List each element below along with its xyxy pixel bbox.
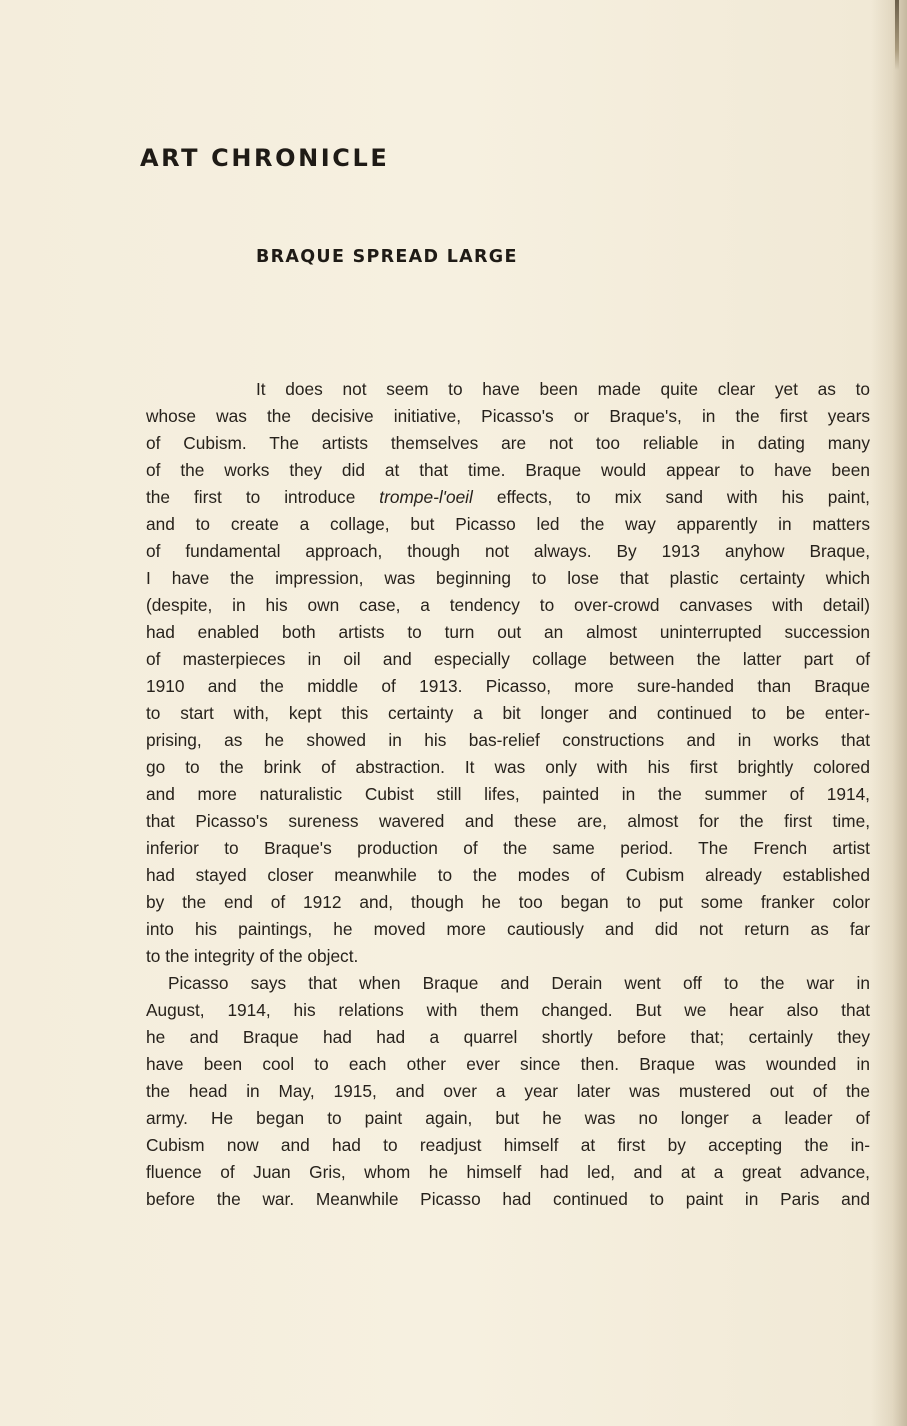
- article-title: BRAQUE SPREAD LARGE: [256, 247, 518, 267]
- text-line: fluence of Juan Gris, whom he himself had led, and at a great advance,: [146, 1162, 870, 1182]
- text-line: before the war. Meanwhile Picasso had continued to paint in Paris and: [146, 1189, 870, 1209]
- text-line: inferior to Braque's production of the same period. The French artist: [146, 838, 870, 858]
- text-line: prising, as he showed in his bas-relief constructions and in works that: [146, 730, 870, 750]
- paragraph-1: [146, 376, 870, 970]
- text-line: of Cubism. The artists themselves are not too reliable in dating many: [146, 433, 870, 453]
- text-line: Picasso says that when Braque and Derain went off to the war in: [168, 973, 870, 993]
- text-line: [146, 484, 870, 511]
- text-line: and more naturalistic Cubist still lifes, painted in the summer of 1914,: [146, 784, 870, 804]
- text-line: 1910 and the middle of 1913. Picasso, more sure-handed than Braque: [146, 676, 870, 696]
- text-segment: the first to introduce: [146, 487, 380, 507]
- paragraph-2: [146, 970, 870, 1213]
- text-line: the head in May, 1915, and over a year later was mustered out of the: [146, 1081, 870, 1101]
- page-edge-shadow: [871, 0, 907, 1426]
- text-line: of the works they did at that time. Braque would appear to have been: [146, 460, 870, 480]
- text-line: whose was the decisive initiative, Picasso's or Braque's, in the first years: [146, 406, 870, 426]
- binding-mark: [895, 0, 899, 70]
- text-line: It does not seem to have been made quite clear yet as to: [256, 379, 870, 399]
- text-line: he and Braque had had a quarrel shortly before that; certainly they: [146, 1027, 870, 1047]
- text-line: and to create a collage, but Picasso led the way apparently in matters: [146, 514, 870, 534]
- text-line: that Picasso's sureness wavered and these are, almost for the first time,: [146, 811, 870, 831]
- article-body: [146, 376, 870, 1213]
- text-line: of masterpieces in oil and especially collage between the latter part of: [146, 649, 870, 669]
- text-segment: effects, to mix sand with his paint,: [472, 487, 870, 507]
- text-line: Cubism now and had to readjust himself at first by accepting the in-: [146, 1135, 870, 1155]
- text-line: into his paintings, he moved more cautiously and did not return as far: [146, 919, 870, 939]
- italic-term: trompe-l'oeil: [379, 487, 473, 507]
- text-line: have been cool to each other ever since then. Braque was wounded in: [146, 1054, 870, 1074]
- text-line: to start with, kept this certainty a bit longer and continued to be enter-: [146, 703, 870, 723]
- text-line: by the end of 1912 and, though he too began to put some franker color: [146, 892, 870, 912]
- text-line: army. He began to paint again, but he was no longer a leader of: [146, 1108, 870, 1128]
- text-line: had enabled both artists to turn out an almost uninterrupted succession: [146, 622, 870, 642]
- text-line: go to the brink of abstraction. It was only with his first brightly colored: [146, 757, 870, 777]
- text-line: had stayed closer meanwhile to the modes of Cubism already established: [146, 865, 870, 885]
- text-line: I have the impression, was beginning to lose that plastic certainty which: [146, 568, 870, 588]
- text-line: of fundamental approach, though not always. By 1913 anyhow Braque,: [146, 541, 870, 561]
- text-line: (despite, in his own case, a tendency to over-crowd canvases with detail): [146, 595, 870, 615]
- section-title: ART CHRONICLE: [140, 144, 390, 172]
- text-line: to the integrity of the object.: [146, 946, 359, 966]
- text-line: August, 1914, his relations with them changed. But we hear also that: [146, 1000, 870, 1020]
